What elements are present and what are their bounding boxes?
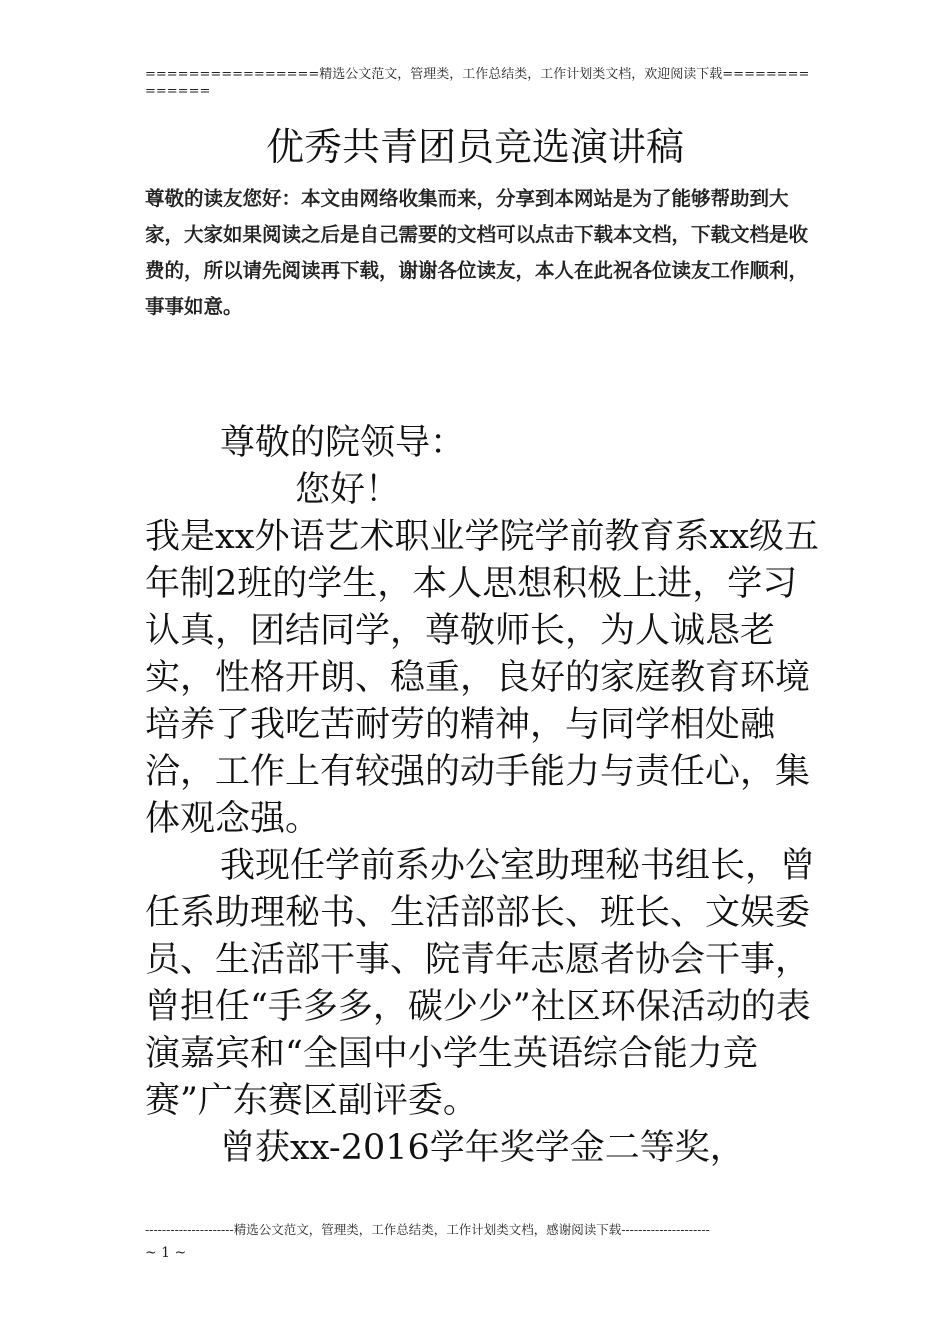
download-notice-text: 尊敬的读友您好：本文由网络收集而来，分享到本网站是为了能够帮助到大家，大家如果阅读之后是自己需要的文档可以点击下载本文档，下载文档是收费的，所以请先阅读再下载，谢谢各位读友，本人在此祝各位读友工作顺利，事事如意。 bbox=[145, 187, 809, 318]
greeting: 您好！ bbox=[295, 470, 401, 510]
paragraph-awards: 曾获xx-2016学年奖学金二等奖， bbox=[220, 1128, 745, 1168]
paragraph-intro: 我是xx外语艺术职业学院学前教育系xx级五年制2班的学生，本人思想积极上进，学习认真，团结同学，尊敬师长，为人诚恳老实，性格开朗、稳重，良好的家庭教育环境培养了我吃苦耐劳的精神，与同学相处融洽，工作上有较强的动手能力与责任心，集体观念强。 bbox=[145, 517, 819, 839]
page-number: ~ 1 ~ bbox=[145, 1245, 187, 1261]
salutation: 尊敬的院领导： bbox=[220, 423, 466, 463]
document-title: 优秀共青团员竞选演讲稿 bbox=[265, 125, 684, 169]
footer-banner: ---------------------精选公文范文，管理类，工作总结类，工作计划类文档，感谢阅读下载--------------------- bbox=[145, 1222, 710, 1237]
header-banner: ================精选公文范文，管理类，工作总结类，工作计划类文档，欢迎阅读下载============== bbox=[145, 67, 810, 99]
paragraph-positions: 我现任学前系办公室助理秘书组长，曾任系助理秘书、生活部部长、班长、文娱委员、生活部干事、院青年志愿者协会干事，曾担任“手多多，碳少少”社区环保活动的表演嘉宾和“全国中小学生英语综合能力竞赛”广东赛区副评委。 bbox=[145, 846, 816, 1121]
speech-body bbox=[145, 420, 825, 1172]
download-notice bbox=[145, 181, 810, 325]
